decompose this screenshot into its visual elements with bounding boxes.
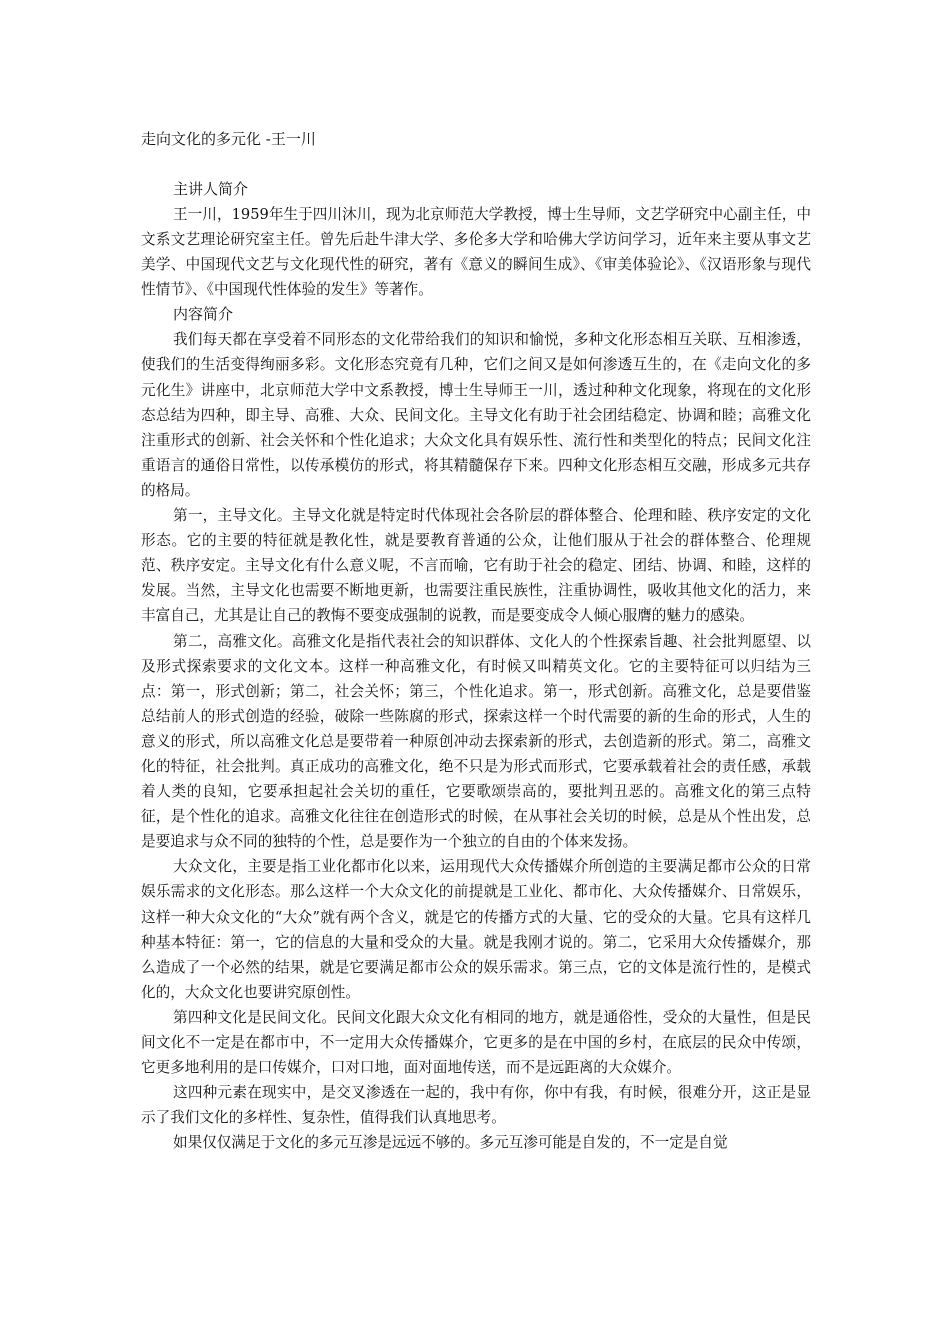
- speaker-intro-heading: 主讲人简介: [173, 180, 249, 198]
- content-intro-section: [141, 302, 811, 1155]
- speaker-intro-section: [141, 177, 811, 302]
- content-paragraph-mass-culture: 大众文化，主要是指工业化都市化以来，运用现代大众传播媒介所创造的主要满足都市公众的日常娱乐需求的文化形态。那么这样一个大众文化的前提就是工业化、都市化、大众传播媒介、日常娱乐，这样一种大众文化的“大众”就有两个含义，就是它的传播方式的大量、它的受众的大量。它具有这样几种基本特征：第一，它的信息的大量和受众的大量。就是我刚才说的。第二，它采用大众传播媒介，那么造成了一个必然的结果，就是它要满足都市公众的娱乐需求。第三点，它的文体是流行性的，是模式化的，大众文化也要讲究原创性。: [141, 858, 811, 1001]
- title-spacer: [141, 150, 811, 177]
- content-paragraph-interpenetration: 这四种元素在现实中，是交叉渗透在一起的，我中有你，你中有我，有时候，很难分开，这正是显示了我们文化的多样性、复杂性，值得我们认真地思考。: [141, 1084, 811, 1127]
- content-paragraph-closing: 如果仅仅满足于文化的多元互渗是远远不够的。多元互渗可能是自发的，不一定是自觉: [173, 1134, 728, 1152]
- content-paragraph-elite-culture: 第二，高雅文化。高雅文化是指代表社会的知识群体、文化人的个性探索旨趣、社会批判愿望、以及形式探索要求的文化文本。这样一种高雅文化，有时候又叫精英文化。它的主要特征可以归结为三点：第一，形式创新；第二，社会关怀；第三，个性化追求。第一，形式创新。高雅文化，总是要借鉴总结前人的形式创造的经验，破除一些陈腐的形式，探索这样一个时代需要的新的生命的形式，人生的意义的形式，所以高雅文化总是要带着一种原创冲动去探索新的形式，去创造新的形式。第二，高雅文化的特征，社会批判。真正成功的高雅文化，绝不只是为形式而形式，它要承载着社会的责任感，承载着人类的良知，它要承担起社会关切的重任，它要歌颂崇高的，要批判丑恶的。高雅文化的第三点特征，是个性化的追求。高雅文化往往在创造形式的时候，在从事社会关切的时候，总是从个性出发，总是要追求与众不同的独特的个性，总是要作为一个独立的自由的个体来发扬。: [141, 632, 811, 851]
- document-title: 走向文化的多元化 -王一川: [141, 130, 316, 148]
- content-paragraph-folk-culture: 第四种文化是民间文化。民间文化跟大众文化有相同的地方，就是通俗性，受众的大量性，但是民间文化不一定是在都市中，不一定用大众传播媒介，它更多的是在中国的乡村，在底层的民众中传颂，它更多地利用的是口传媒介，口对口地，面对面地传送，而不是远距离的大众媒介。: [141, 1008, 811, 1077]
- speaker-intro-paragraph: 王一川，1959年生于四川沐川，现为北京师范大学教授，博士生导师，文艺学研究中心副主任，中文系文艺理论研究室主任。曾先后赴牛津大学、多伦多大学和哈佛大学访问学习，近年来主要从事文艺美学、中国现代文艺与文化现代性的研究，著有《意义的瞬间生成》、《审美体验论》、《汉语形象与现代性情节》、《中国现代性体验的发生》等著作。: [141, 206, 811, 299]
- content-paragraph-overview: 我们每天都在享受着不同形态的文化带给我们的知识和愉悦，多种文化形态相互关联、互相渗透，使我们的生活变得绚丽多彩。文化形态究竟有几种，它们之间又是如何渗透互生的，在《走向文化的多元化生》讲座中，北京师范大学中文系教授，博士生导师王一川，透过种种文化现象，将现在的文化形态总结为四种，即主导、高雅、大众、民间文化。主导文化有助于社会团结稳定、协调和睦；高雅文化注重形式的创新、社会关怀和个性化追求；大众文化具有娱乐性、流行性和类型化的特点；民间文化注重语言的通俗日常性，以传承模仿的形式，将其精髓保存下来。四种文化形态相互交融，形成多元共存的格局。: [141, 331, 811, 499]
- document-page: [141, 128, 811, 1155]
- content-paragraph-dominant-culture: 第一，主导文化。主导文化就是特定时代体现社会各阶层的群体整合、伦理和睦、秩序安定的文化形态。它的主要的特征就是教化性，就是要教育普通的公众，让他们服从于社会的群体整合、伦理规范、秩序安定。主导文化有什么意义呢，不言而喻，它有助于社会的稳定、团结、协调、和睦，这样的发展。当然，主导文化也需要不断地更新，也需要注重民族性，注重协调性，吸收其他文化的活力，来丰富自己，尤其是让自己的教悔不要变成强制的说教，而是要变成令人倾心服膺的魅力的感染。: [141, 507, 811, 625]
- content-intro-heading: 内容简介: [173, 305, 234, 324]
